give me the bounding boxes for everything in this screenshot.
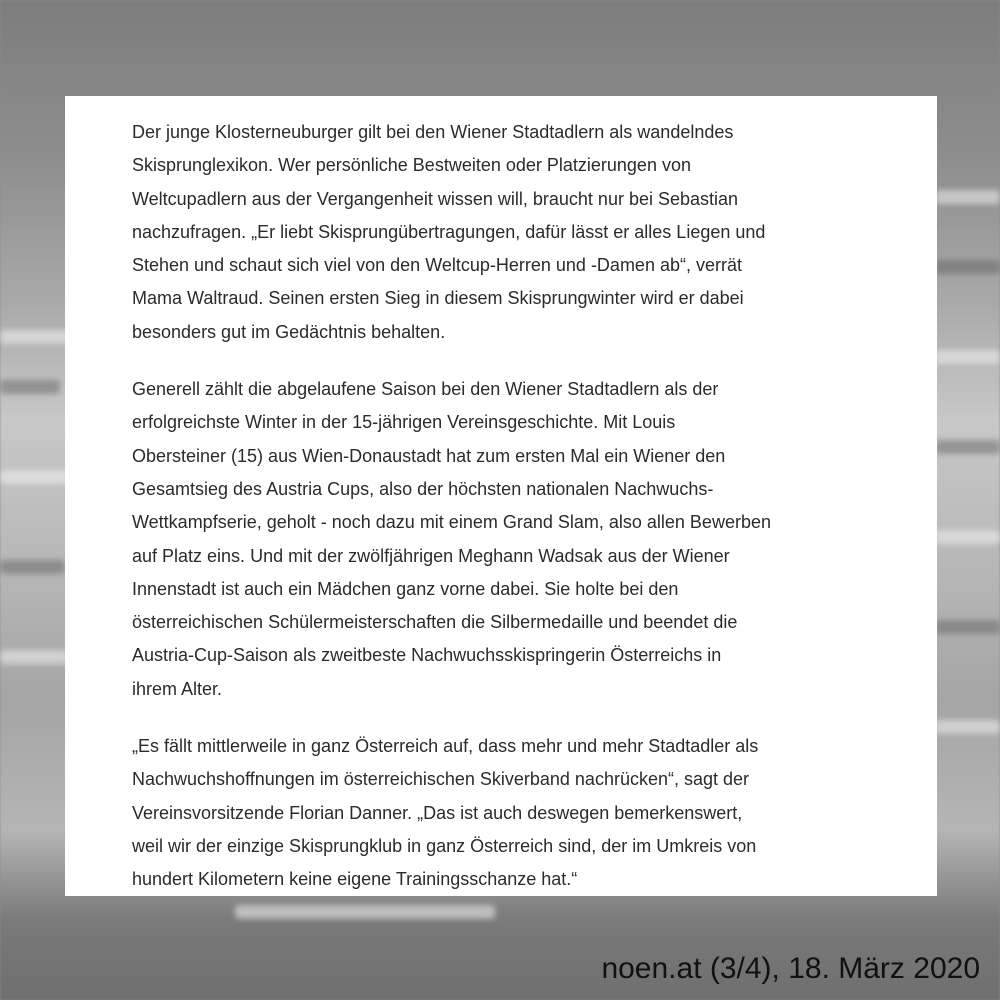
article-paragraph-2: Generell zählt die abgelaufene Saison bei den Wiener Stadtadlern als der erfolgreichste Winter in der 15-jährigen Vereinsgeschichte. Mit Louis Obersteiner (15) aus Wien-Donaustadt hat zum ersten Mal ein Wiener den Gesamtsieg des Austria Cups, also der höchsten nationalen Nachwuchs- Wettkampfserie, geholt - noch dazu mit einem Grand Slam, also allen Bewerben auf Platz eins. Und mit der zwölfjährigen Meghann Wadsak aus der Wiener Innenstadt ist auch ein Mädchen ganz vorne dabei. Sie holte bei den österreichischen Schülermeisterschaften die Silbermedaille und beendet die Austria-Cup-Saison als zweitbeste Nachwuchsskispringerin Österreichs in ihrem Alter. [132, 379, 771, 699]
background-paper-edge [935, 530, 1000, 544]
background-paper-edge [935, 440, 1000, 454]
background-paper-edge [935, 350, 1000, 364]
background-paper-edge [935, 720, 1000, 734]
source-caption: noen.at (3/4), 18. März 2020 [601, 952, 980, 985]
background-paper-edge [0, 380, 60, 394]
background-paper-edge [0, 650, 70, 664]
background-paper-edge [0, 560, 65, 574]
background-paper-edge [935, 260, 1000, 274]
background-paper-edge [935, 620, 1000, 634]
background-paper-edge [935, 190, 1000, 204]
article-paragraph-1: Der junge Klosterneuburger gilt bei den Wiener Stadtadlern als wandelndes Skisprunglexikon. Wer persönliche Bestweiten oder Platzierungen von Weltcupadlern aus der Vergangenheit wissen will, braucht nur bei Sebastian nachzufragen. „Er liebt Skisprungübertragungen, dafür lässt er alles Liegen und Stehen und schaut sich viel von den Weltcup-Herren und -Damen ab“, verrät Mama Waltraud. Seinen ersten Sieg in diesem Skisprungwinter wird er dabei besonders gut im Gedächtnis behalten. [132, 122, 766, 342]
background-paper-edge [235, 905, 495, 919]
background-paper-edge [0, 330, 70, 344]
article-text-card [65, 96, 937, 896]
background-paper-edge [0, 470, 70, 484]
article-paragraph-3: „Es fällt mittlerweile in ganz Österreich auf, dass mehr und mehr Stadtadler als Nachwuchshoffnungen im österreichischen Skiverband nachrücken“, sagt der Vereinsvorsitzende Florian Danner. „Das ist auch deswegen bemerkenswert, weil wir der einzige Skisprungklub in ganz Österreich sind, der im Umkreis von hundert Kilometern keine eigene Trainingsschanze hat.“ [132, 736, 759, 890]
